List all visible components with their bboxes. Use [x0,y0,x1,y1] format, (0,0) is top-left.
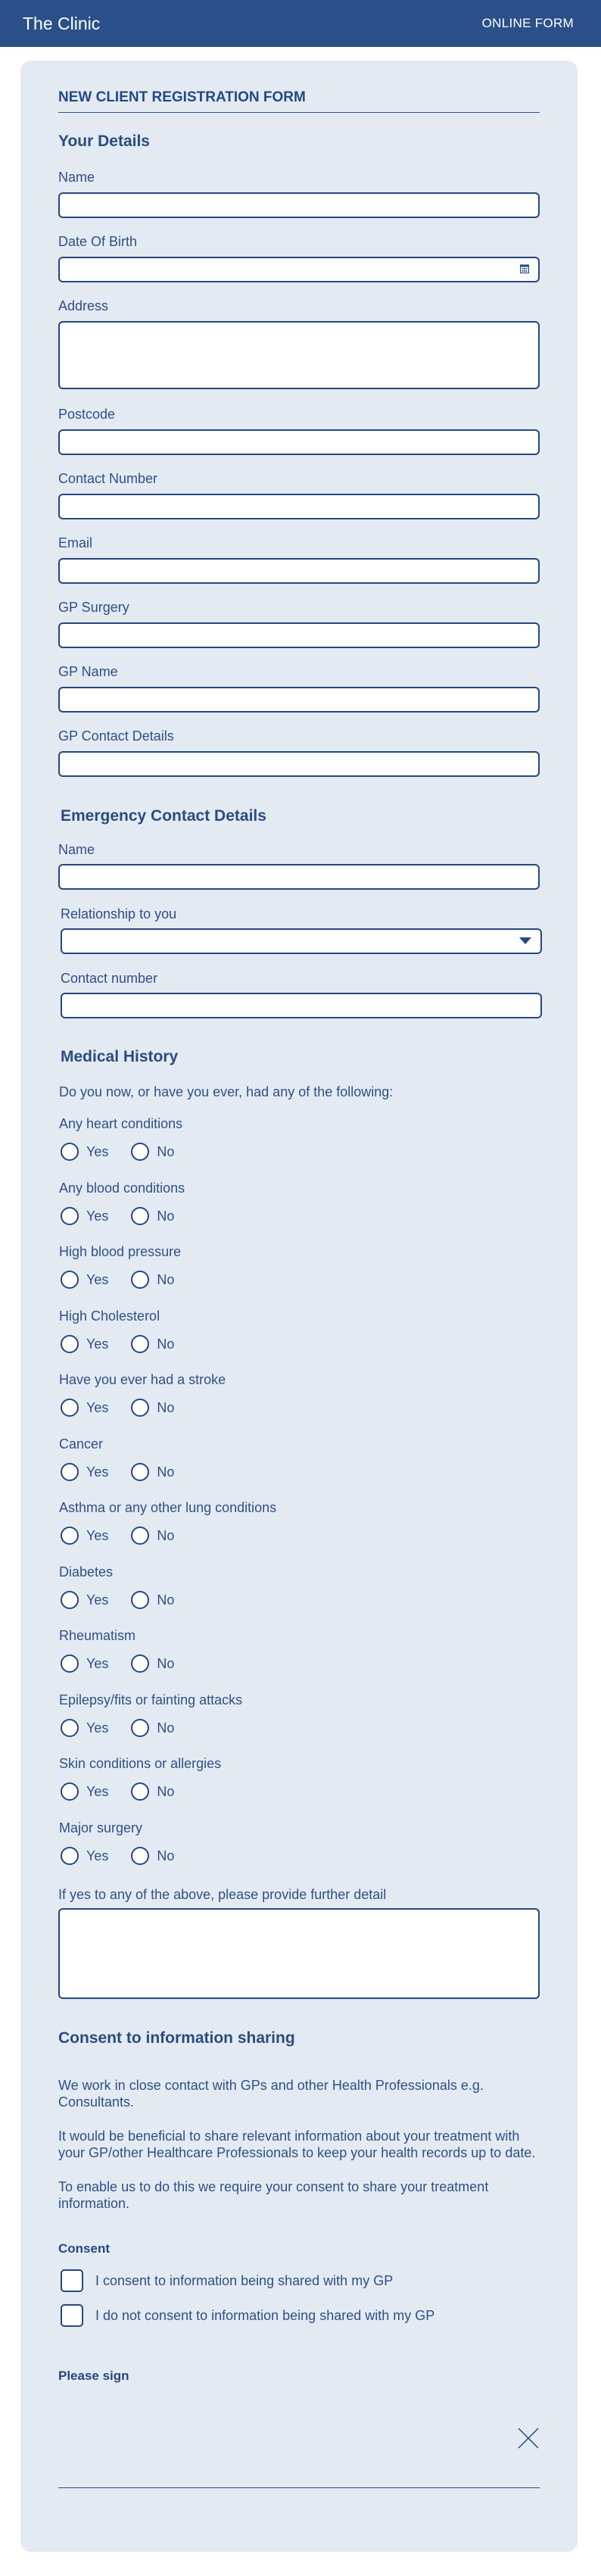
contact-number-input[interactable] [58,494,540,519]
dob-input[interactable] [58,257,540,282]
radio-yes-label: Yes [86,1783,109,1799]
name-input[interactable] [58,192,540,218]
radio-no[interactable] [131,1527,149,1545]
email-label: Email [58,535,93,550]
radio-no-label: No [157,1655,175,1671]
radio-no[interactable] [131,1207,149,1225]
radio-yes-label: Yes [86,1399,109,1415]
radio-no[interactable] [131,1399,149,1417]
section-heading-consent: Consent to information sharing [58,2029,295,2047]
title-divider [58,112,540,113]
consent-no-label: I do not consent to information being shared with my GP [95,2308,435,2323]
radio-no[interactable] [131,1782,149,1801]
gp-contact-label: GP Contact Details [58,728,174,744]
medical-question-options [61,1591,174,1609]
radio-no[interactable] [131,1335,149,1353]
consent-yes-checkbox[interactable] [61,2269,83,2292]
form-title: NEW CLIENT REGISTRATION FORM [58,89,306,105]
radio-no-label: No [157,1464,175,1480]
medical-question-options [61,1335,174,1353]
email-input[interactable] [58,558,540,584]
chevron-down-icon[interactable] [519,937,531,944]
signature-line [58,2487,540,2488]
further-detail-label: If yes to any of the above, please provide further detail [58,1887,387,1902]
radio-yes[interactable] [61,1207,79,1225]
medical-question-options [61,1847,174,1865]
emergency-contact-label: Contact number [61,971,158,986]
consent-yes-label: I consent to information being shared with my GP [95,2273,394,2288]
radio-yes-label: Yes [86,1271,109,1287]
consent-label: Consent [58,2241,110,2256]
radio-yes-label: Yes [86,1720,109,1736]
medical-question-label: Any heart conditions [59,1116,183,1131]
medical-question-options [61,1527,174,1545]
radio-yes-label: Yes [86,1336,109,1352]
section-heading-your-details: Your Details [58,133,150,150]
emergency-contact-input[interactable] [61,993,542,1018]
radio-no-label: No [157,1208,175,1224]
medical-question-label: Skin conditions or allergies [59,1756,222,1771]
signature-label: Please sign [58,2369,129,2383]
medical-question-label: Diabetes [59,1564,114,1580]
top-bar [0,0,601,47]
medical-question-label: High blood pressure [59,1244,182,1259]
radio-yes[interactable] [61,1719,79,1737]
radio-yes[interactable] [61,1591,79,1609]
medical-question-options [61,1463,174,1481]
radio-no-label: No [157,1527,175,1543]
gp-name-label: GP Name [58,664,118,679]
radio-yes-label: Yes [86,1848,109,1863]
calendar-icon[interactable] [520,264,529,273]
radio-yes-label: Yes [86,1464,109,1480]
postcode-input[interactable] [58,429,540,455]
section-heading-emergency: Emergency Contact Details [61,807,266,825]
consent-paragraph-3: To enable us to do this we require your consent to share your treatment information. [58,2179,489,2211]
postcode-label: Postcode [58,407,116,422]
radio-yes[interactable] [61,1654,79,1673]
consent-paragraph-1: We work in close contact with GPs and other Health Professionals e.g. Consultants. [58,2078,484,2110]
medical-question-options [61,1654,174,1673]
relationship-label: Relationship to you [61,906,177,922]
radio-no-label: No [157,1592,175,1608]
medical-intro: Do you now, or have you ever, had any of the following: [59,1084,394,1099]
gp-surgery-label: GP Surgery [58,600,129,615]
medical-question-label: Major surgery [59,1820,143,1835]
section-heading-medical: Medical History [61,1048,179,1065]
radio-yes-label: Yes [86,1143,109,1159]
radio-yes-label: Yes [86,1208,109,1224]
radio-no-label: No [157,1783,175,1799]
medical-question-options [61,1207,174,1225]
contact-number-label: Contact Number [58,471,158,486]
gp-name-input[interactable] [58,687,540,713]
radio-no[interactable] [131,1463,149,1481]
emergency-name-input[interactable] [58,864,540,890]
radio-yes[interactable] [61,1143,79,1161]
medical-question-options [61,1143,174,1161]
relationship-select[interactable] [61,928,542,954]
radio-yes-label: Yes [86,1592,109,1608]
medical-question-options [61,1719,174,1737]
radio-yes-label: Yes [86,1527,109,1543]
medical-question-label: Epilepsy/fits or fainting attacks [59,1692,243,1707]
signature-pad[interactable] [58,2393,540,2487]
radio-yes[interactable] [61,1527,79,1545]
radio-yes[interactable] [61,1463,79,1481]
medical-question-label: Asthma or any other lung conditions [59,1500,277,1515]
radio-yes[interactable] [61,1335,79,1353]
medical-question-options [61,1399,174,1417]
address-textarea[interactable] [58,321,540,389]
radio-yes[interactable] [61,1847,79,1865]
radio-yes[interactable] [61,1782,79,1801]
form-mode-label: ONLINE FORM [481,16,574,30]
medical-question-options [61,1271,174,1289]
consent-paragraph-2: It would be beneficial to share relevant information about your treatment with your GP/other Healthcare Professionals to keep your health records up to date. [58,2128,536,2160]
radio-no[interactable] [131,1271,149,1289]
medical-question-label: High Cholesterol [59,1308,160,1324]
radio-no-label: No [157,1720,175,1736]
radio-no[interactable] [131,1847,149,1865]
medical-question-label: Cancer [59,1436,104,1452]
radio-no[interactable] [131,1719,149,1737]
clear-signature-icon[interactable] [517,2427,540,2450]
radio-no[interactable] [131,1591,149,1609]
medical-question-label: Have you ever had a stroke [59,1372,226,1387]
name-label: Name [58,170,95,185]
radio-no-label: No [157,1271,175,1287]
radio-no-label: No [157,1848,175,1863]
consent-no-checkbox[interactable] [61,2304,83,2327]
radio-no-label: No [157,1143,175,1159]
radio-yes[interactable] [61,1271,79,1289]
radio-yes[interactable] [61,1399,79,1417]
gp-contact-input[interactable] [58,751,540,777]
radio-no-label: No [157,1399,175,1415]
further-detail-textarea[interactable] [58,1908,540,1999]
emergency-name-label: Name [58,842,95,857]
app-title: The Clinic [23,13,101,33]
gp-surgery-input[interactable] [58,622,540,648]
medical-question-options [61,1782,174,1801]
dob-label: Date Of Birth [58,234,138,249]
radio-no[interactable] [131,1143,149,1161]
radio-no[interactable] [131,1654,149,1673]
address-label: Address [58,298,109,313]
radio-yes-label: Yes [86,1655,109,1671]
medical-question-label: Any blood conditions [59,1180,185,1196]
medical-question-label: Rheumatism [59,1628,136,1643]
radio-no-label: No [157,1336,175,1352]
